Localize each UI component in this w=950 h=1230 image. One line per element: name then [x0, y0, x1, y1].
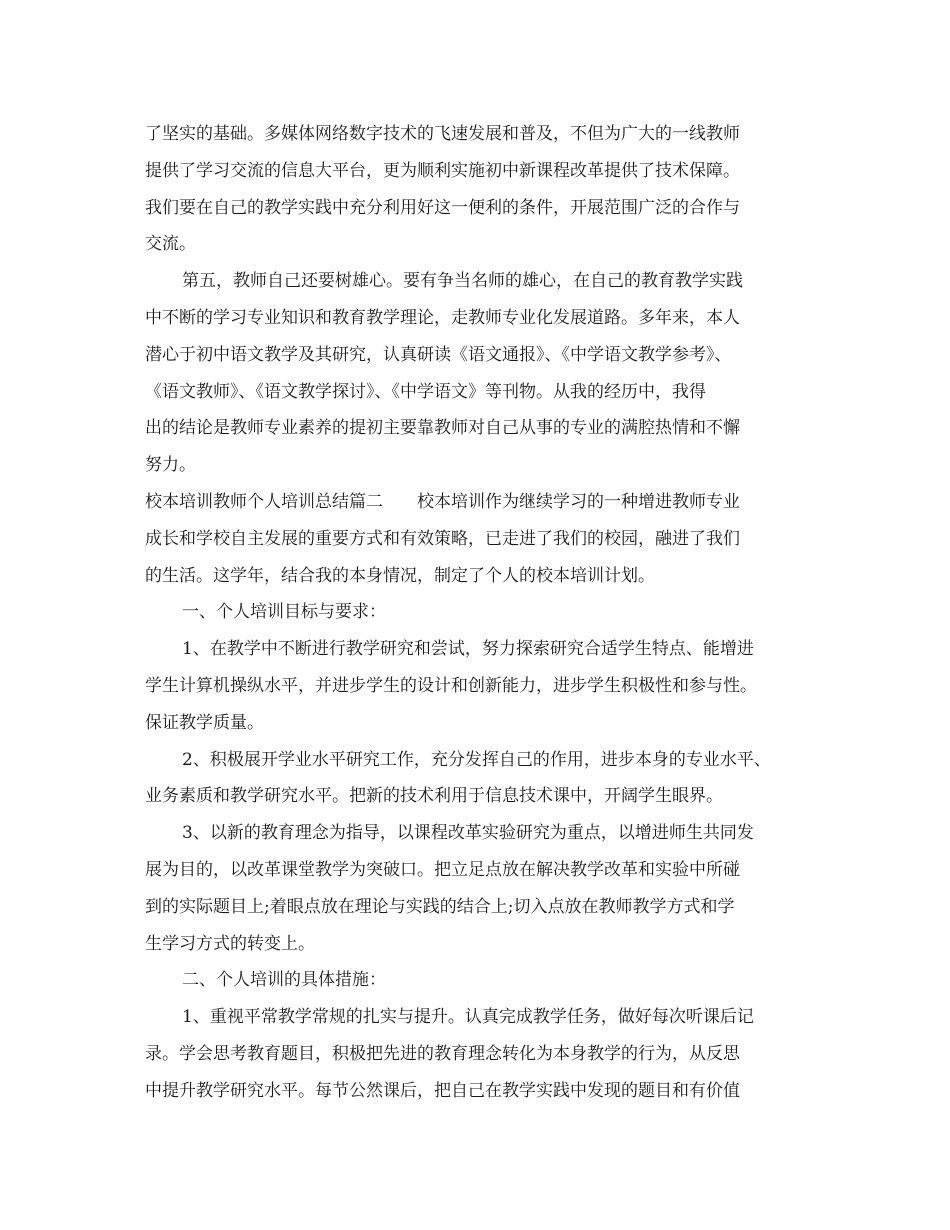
text-line: 提供了学习交流的信息大平台，更为顺利实施初中新课程改革提供了技术保障。 [145, 160, 740, 181]
text-line: 我们要在自己的教学实践中充分利用好这一便利的条件，开展范围广泛的合作与 [145, 197, 740, 218]
text-line: 交流。 [145, 234, 196, 255]
text-line: 保证教学质量。 [145, 712, 264, 733]
text-line: 的生活。这学年，结合我的本身情况，制定了个人的校本培训计划。 [145, 565, 655, 586]
paragraph-first-line: 1、在教学中不断进行教学研究和尝试，努力探索研究合适学生特点、能增进 [182, 639, 754, 660]
text-line: 到的实际题目上;着眼点放在理论与实践的结合上;切入点放在教师教学方式和学 [145, 896, 735, 917]
text-line: 展为目的，以改革课堂教学为突破口。把立足点放在解决教学改革和实验中所碰 [145, 859, 740, 880]
text-line: 录。学会思考教育题目，积极把先进的教育理念转化为本身教学的行为，从反思 [145, 1043, 740, 1064]
section-heading: 一、个人培训目标与要求： [182, 602, 386, 623]
paragraph-first-line: 3、以新的教育理念为指导，以课程改革实验研究为重点，以增进师生共同发 [182, 823, 754, 844]
text-line: 努力。 [145, 455, 196, 476]
document-body [145, 116, 815, 1110]
paragraph-first-line: 第五，教师自己还要树雄心。要有争当名师的雄心，在自己的教育教学实践 [182, 271, 743, 292]
text-line: 中提升教学研究水平。每节公然课后，把自己在教学实践中发现的题目和有价值 [145, 1080, 740, 1101]
text-line: 出的结论是教师专业素养的提初主要靠教师对自己从事的专业的满腔热情和不懈 [145, 418, 740, 439]
text-line: 潜心于初中语文教学及其研究，认真研读《语文通报》、《中学语文教学参考》、 [145, 344, 732, 365]
section-heading: 二、个人培训的具体措施： [182, 970, 386, 991]
text-line: 生学习方式的转变上。 [145, 933, 315, 954]
paragraph-first-line: 1、重视平常教学常规的扎实与提升。认真完成教学任务，做好每次听课后记 [182, 1007, 754, 1028]
paragraph-first-line: 2、积极展开学业水平研究工作，充分发挥自己的作用，进步本身的专业水平、 [182, 749, 771, 770]
text-line: 中不断的学习专业知识和教育教学理论，走教师专业化发展道路。多年来，本人 [145, 307, 740, 328]
text-line: 业务素质和教学研究水平。把新的技术利用于信息技术课中，开阔学生眼界。 [145, 786, 723, 807]
text-line: 了坚实的基础。多媒体网络数字技术的飞速发展和普及，不但为广大的一线教师 [145, 124, 740, 144]
text-line: 成长和学校自主发展的重要方式和有效策略，已走进了我们的校园，融进了我们 [145, 528, 740, 549]
text-line: 《语文教师》、《语文教学探讨》、《中学语文》等刊物。从我的经历中，我得 [145, 381, 706, 402]
section-title-line: 校本培训教师个人培训总结篇二 校本培训作为继续学习的一种增进教师专业 [145, 491, 740, 512]
text-line: 学生计算机操纵水平，并进步学生的设计和创新能力，进步学生积极性和参与性。 [145, 675, 757, 696]
